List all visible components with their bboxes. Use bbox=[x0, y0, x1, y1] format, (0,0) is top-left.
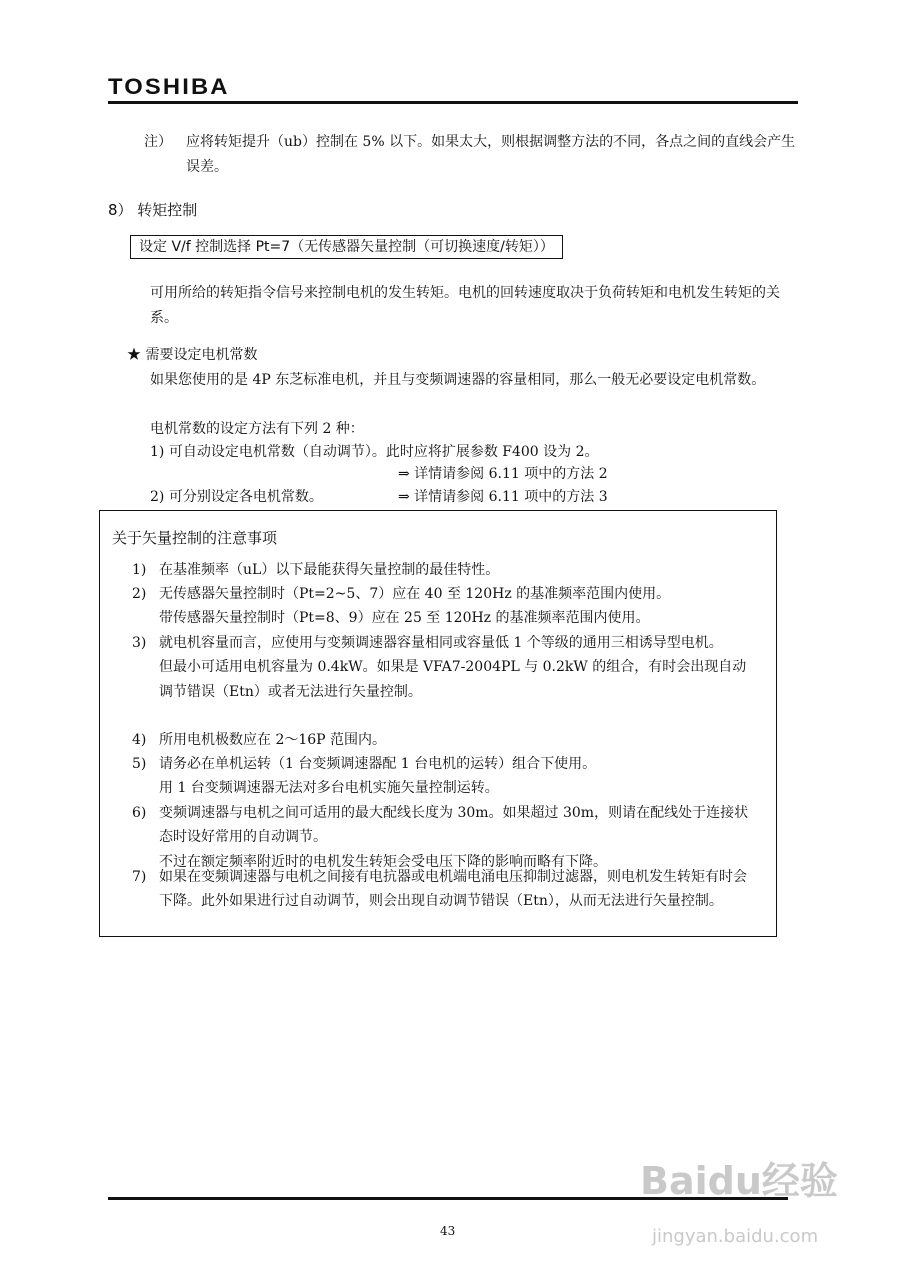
method-1-ref: ⇒ 详情请参阅 6.11 项中的方法 2 bbox=[398, 466, 608, 482]
method-1: 1) 可自动设定电机常数（自动调节）。此时应将扩展参数 F400 设为 2。 bbox=[150, 444, 599, 460]
motor-constants-desc: 如果您使用的是 4P 东芝标准电机，并且与变频调速器的容量相同，那么一般无必要设定电机常数。 bbox=[150, 372, 766, 388]
motor-constants-title: ★ 需要设定电机常数 bbox=[127, 347, 258, 363]
item-number: 7) bbox=[132, 869, 147, 885]
method-2: 2) 可分别设定各电机常数。 bbox=[150, 489, 323, 505]
notice-box bbox=[99, 510, 777, 937]
method-2-ref: ⇒ 详情请参阅 6.11 项中的方法 3 bbox=[398, 489, 608, 505]
note-text: 应将转矩提升（ub）控制在 5% 以下。如果太大，则根据调整方法的不同，各点之间的直线会产生误差。 bbox=[186, 134, 796, 175]
item-number: 6) bbox=[132, 805, 147, 821]
item-text: 如果在变频调速器与电机之间接有电抗器或电机端电涌电压抑制过滤器，则电机发生转矩有时会下降。此外如果进行过自动调节，则会出现自动调节错误（Etn），从而无法进行矢量控制。 bbox=[159, 869, 747, 910]
item-text: 在基准频率（uL）以下最能获得矢量控制的最佳特性。 bbox=[159, 562, 500, 578]
note-label: 注） bbox=[144, 134, 172, 150]
baidu-watermark: Baidu经验 bbox=[640, 1159, 838, 1203]
methods-intro: 电机常数的设定方法有下列 2 种： bbox=[150, 421, 364, 437]
item-text: 不过在额定频率附近时的电机发生转矩会受电压下降的影响而略有下降。 bbox=[159, 853, 607, 870]
item-number: 2) bbox=[132, 586, 147, 602]
item-text: 带传感器矢量控制时（Pt=8、9）应在 25 至 120Hz 的基准频率范围内使用。 bbox=[159, 610, 650, 627]
item-text: 但最小可适用电机容量为 0.4kW。如果是 VFA7-2004PL 与 0.2kW 的组合，有时会出现自动调节错误（Etn）或者无法进行矢量控制。 bbox=[159, 659, 747, 700]
item-text: 就电机容量而言，应使用与变频调速器容量相同或容量低 1 个等级的通用三相诱导型电机。 bbox=[159, 635, 723, 651]
watermark-url: jingyan.baidu.com bbox=[652, 1226, 819, 1247]
item-text: 所用电机极数应在 2～16P 范围内。 bbox=[159, 732, 387, 748]
item-text: 无传感器矢量控制时（Pt=2~5、7）应在 40 至 120Hz 的基准频率范围内使用。 bbox=[159, 586, 671, 602]
item-text: 请务必在单机运转（1 台变频调速器配 1 台电机的运转）组合下使用。 bbox=[159, 756, 597, 772]
header-rule bbox=[108, 101, 798, 104]
setting-box: 设定 V/f 控制选择 Pt=7（无传感器矢量控制（可切换速度/转矩）） bbox=[130, 235, 563, 259]
item-text: 变频调速器与电机之间可适用的最大配线长度为 30m。如果超过 30m，则请在配线处于连接状态时设好常用的自动调节。 bbox=[159, 805, 749, 846]
toshiba-logo: TOSHIBA bbox=[108, 74, 230, 99]
item-text: 用 1 台变频调速器无法对多台电机实施矢量控制运转。 bbox=[159, 780, 499, 797]
item-number: 1) bbox=[132, 562, 147, 578]
item-number: 5) bbox=[132, 756, 147, 772]
section-title: 8） 转矩控制 bbox=[108, 201, 198, 219]
page-number: 43 bbox=[440, 1224, 456, 1238]
section-intro: 可用所给的转矩指令信号来控制电机的发生转矩。电机的回转速度取决于负荷转矩和电机发生转矩的关系。 bbox=[150, 285, 780, 326]
notice-title: 关于矢量控制的注意事项 bbox=[112, 529, 278, 547]
item-number: 3) bbox=[132, 635, 147, 651]
item-number: 4) bbox=[132, 732, 147, 748]
